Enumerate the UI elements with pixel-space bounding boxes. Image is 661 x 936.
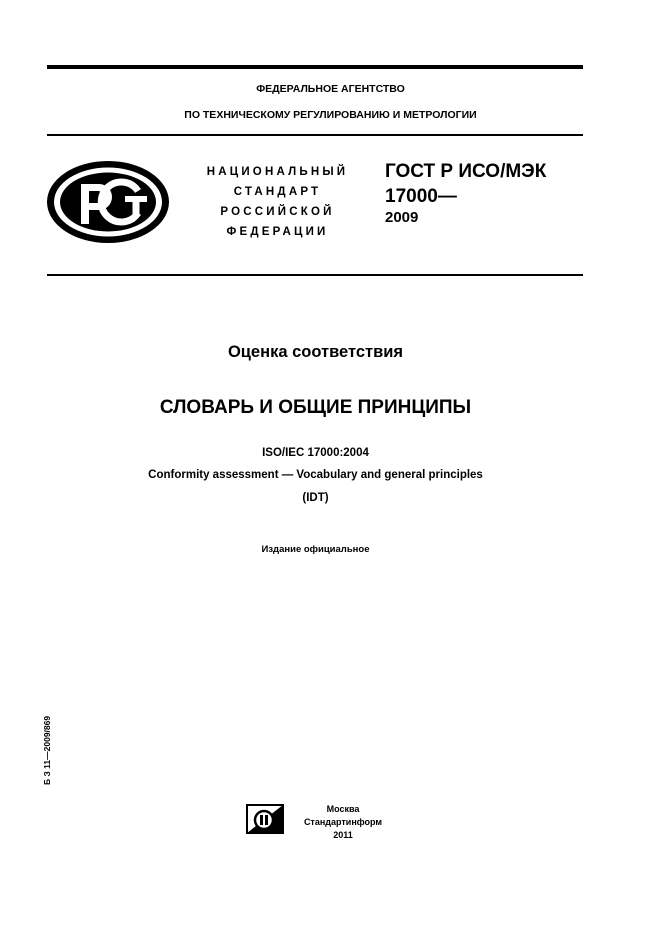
standartinform-logo-icon [246,804,284,834]
side-code: Б З 11—2009/869 [42,715,52,785]
national-standard-line-1: НАЦИОНАЛЬНЫЙ [206,166,349,178]
top-rule [47,65,583,69]
iso-reference-title: Conformity assessment — Vocabulary and general principles [148,469,483,481]
header-divider [47,134,583,136]
agency-line-2: ПО ТЕХНИЧЕСКОМУ РЕГУЛИРОВАНИЮ И МЕТРОЛОГИИ [184,109,477,121]
agency-line-1: ФЕДЕРАЛЬНОЕ АГЕНТСТВО [256,83,405,95]
rst-certification-mark-icon [46,160,170,244]
gost-designation-year: 2009 [385,209,419,226]
document-title: СЛОВАРЬ И ОБЩИЕ ПРИНЦИПЫ [159,397,472,418]
national-standard-line-2: СТАНДАРТ [233,186,322,198]
publisher-year: 2011 [333,830,353,840]
document-subtitle: Оценка соответствия [227,343,404,361]
national-standard-line-3: РОССИЙСКОЙ [220,206,335,218]
publisher-name: Стандартинформ [303,817,383,827]
publisher-city: Москва [326,804,360,814]
rst-logo [46,160,170,244]
national-standard-line-4: ФЕДЕРАЦИИ [226,226,329,238]
section-divider [47,274,583,276]
iso-reference-degree: (IDT) [302,492,329,504]
publisher-logo [246,804,284,834]
gost-designation-line-1: ГОСТ Р ИСО/МЭК [385,161,547,182]
gost-designation-line-2: 17000— [385,186,457,207]
edition-label: Издание официальное [261,544,370,555]
iso-reference-code: ISO/IEC 17000:2004 [262,447,369,459]
